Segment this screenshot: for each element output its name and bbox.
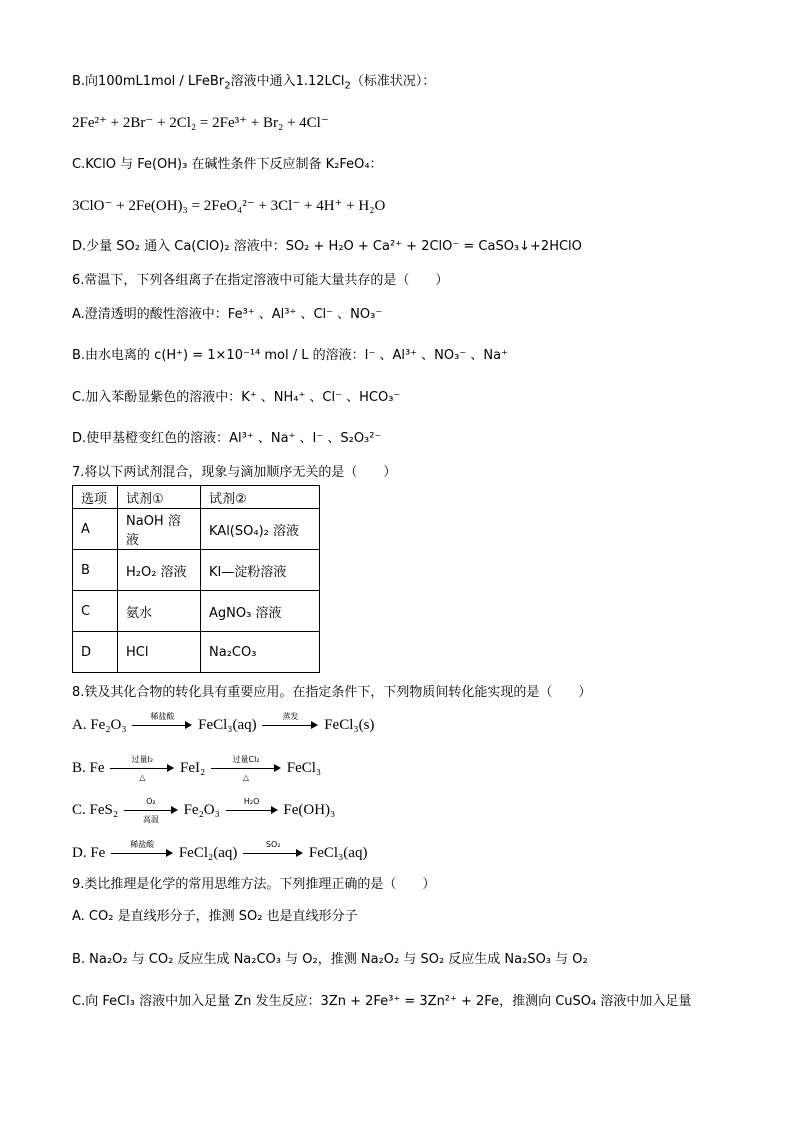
q8-option-a (72, 712, 374, 739)
reactant: B. Fe (72, 759, 105, 776)
table-cell: KAl(SO₄)₂ 溶液 (201, 509, 320, 550)
intermediate: FeCl₃(aq) (198, 716, 257, 733)
table-row (73, 550, 320, 591)
q5-option-b: B.向100mL1mol / LFeBr$_2$溶液中通入1.12LCl$_2$（标准状况）： (72, 74, 436, 92)
arrow-condition: △ (242, 773, 250, 782)
q9-stem: 9.类比推理是化学的常用思维方法。下列推理正确的是（ ） (72, 877, 436, 892)
q5-b-equation: 2Fe²⁺ + 2Br⁻ + 2Cl₂ = 2Fe³⁺ + Br₂ + 4Cl⁻ (72, 115, 329, 131)
table-row (73, 591, 320, 632)
q5-c-equation: 3ClO⁻ + 2Fe(OH)₃ = 2FeO₄²⁻ + 3Cl⁻ + 4H⁺ + H₂O (72, 198, 386, 214)
arrow-condition: 稀盐酸 (130, 840, 155, 849)
table-cell: NaOH 溶液 (118, 509, 201, 550)
q6-option-b: B.由水电离的 c(H⁺) = 1×10⁻¹⁴ mol / L 的溶液：I⁻ 、Al³⁺ 、NO₃⁻ 、Na⁺ (72, 348, 508, 363)
arrow-condition: 稀盐酸 (150, 712, 175, 721)
table-cell: 氨水 (118, 591, 201, 632)
q8-option-d (72, 840, 367, 867)
arrow-condition: 蒸发 (282, 712, 299, 721)
q8-option-c (72, 797, 335, 824)
table-cell: D (73, 632, 118, 673)
product: FeCl₃(s) (324, 716, 375, 733)
q5-option-c: C.KClO 与 Fe(OH)₃ 在碱性条件下反应制备 K₂FeO₄： (72, 157, 383, 172)
arrow-condition: H₂O (243, 797, 260, 806)
table-header-cell: 试剂② (201, 486, 320, 509)
q9-option-b: B. Na₂O₂ 与 CO₂ 反应生成 Na₂CO₃ 与 O₂，推测 Na₂O₂ 与 SO₂ 反应生成 Na₂SO₃ 与 O₂ (72, 952, 588, 967)
arrow-condition: 过量I₂ (131, 755, 154, 764)
reaction-arrow-icon (110, 755, 174, 782)
table-cell: H₂O₂ 溶液 (118, 550, 201, 591)
arrow-condition: O₂ (146, 797, 156, 806)
reactant: A. Fe₂O₃ (72, 716, 127, 733)
intermediate: FeI₂ (180, 759, 206, 776)
arrow-condition: 高温 (142, 815, 159, 824)
table-header-cell: 试剂① (118, 486, 201, 509)
table-header-cell: 选项 (73, 486, 118, 509)
reaction-arrow-icon (211, 755, 281, 782)
intermediate: Fe₂O₃ (183, 801, 220, 818)
reactant: D. Fe (72, 844, 106, 861)
table-row (73, 632, 320, 673)
intermediate: FeCl₂(aq) (178, 844, 238, 861)
q9-option-c: C.向 FeCl₃ 溶液中加入足量 Zn 发生反应：3Zn + 2Fe³⁺ = 3Zn²⁺ + 2Fe，推测向 CuSO₄ 溶液中加入足量 (72, 994, 692, 1009)
reactant: C. FeS₂ (72, 801, 119, 818)
table-cell: C (73, 591, 118, 632)
reaction-arrow-icon (124, 797, 178, 824)
q8-option-b (72, 755, 321, 782)
arrow-condition: △ (139, 773, 146, 782)
reaction-arrow-icon (111, 840, 173, 867)
table-row (73, 509, 320, 550)
arrow-condition: SO₂ (265, 840, 281, 849)
q6-option-c: C.加入苯酚显紫色的溶液中：K⁺ 、NH₄⁺ 、Cl⁻ 、HCO₃⁻ (72, 390, 401, 405)
product: Fe(OH)₃ (283, 801, 336, 818)
table-cell: KI—淀粉溶液 (201, 550, 320, 591)
arrow-condition: 过量Cl₂ (232, 755, 260, 764)
table-header-row (73, 486, 320, 509)
table-cell: HCl (118, 632, 201, 673)
q8-stem: 8.铁及其化合物的转化具有重要应用。在指定条件下，下列物质间转化能实现的是（ ） (72, 685, 592, 700)
reaction-arrow-icon (132, 712, 192, 739)
reaction-arrow-icon (226, 797, 278, 824)
q7-stem: 7.将以下两试剂混合，现象与滴加顺序无关的是（ ） (72, 465, 397, 480)
product: FeCl₃ (286, 759, 322, 776)
reagent-table (72, 485, 320, 673)
q6-option-a: A.澄清透明的酸性溶液中：Fe³⁺ 、Al³⁺ 、Cl⁻ 、NO₃⁻ (72, 307, 383, 322)
q6-option-d: D.使甲基橙变红色的溶液：Al³⁺ 、Na⁺ 、I⁻ 、S₂O₃²⁻ (72, 431, 382, 446)
q5-option-d: D.少量 SO₂ 通入 Ca(ClO)₂ 溶液中：SO₂ + H₂O + Ca²⁺ + 2ClO⁻ = CaSO₃↓+2HClO (72, 239, 582, 254)
reaction-arrow-icon (262, 712, 318, 739)
q6-stem: 6.常温下，下列各组离子在指定溶液中可能大量共存的是（ ） (72, 273, 449, 288)
reaction-arrow-icon (243, 840, 303, 867)
table-cell: Na₂CO₃ (201, 632, 320, 673)
q9-option-a: A. CO₂ 是直线形分子，推测 SO₂ 也是直线形分子 (72, 909, 358, 924)
table-cell: B (73, 550, 118, 591)
table-cell: A (73, 509, 118, 550)
table-cell: AgNO₃ 溶液 (201, 591, 320, 632)
product: FeCl₃(aq) (308, 844, 368, 861)
